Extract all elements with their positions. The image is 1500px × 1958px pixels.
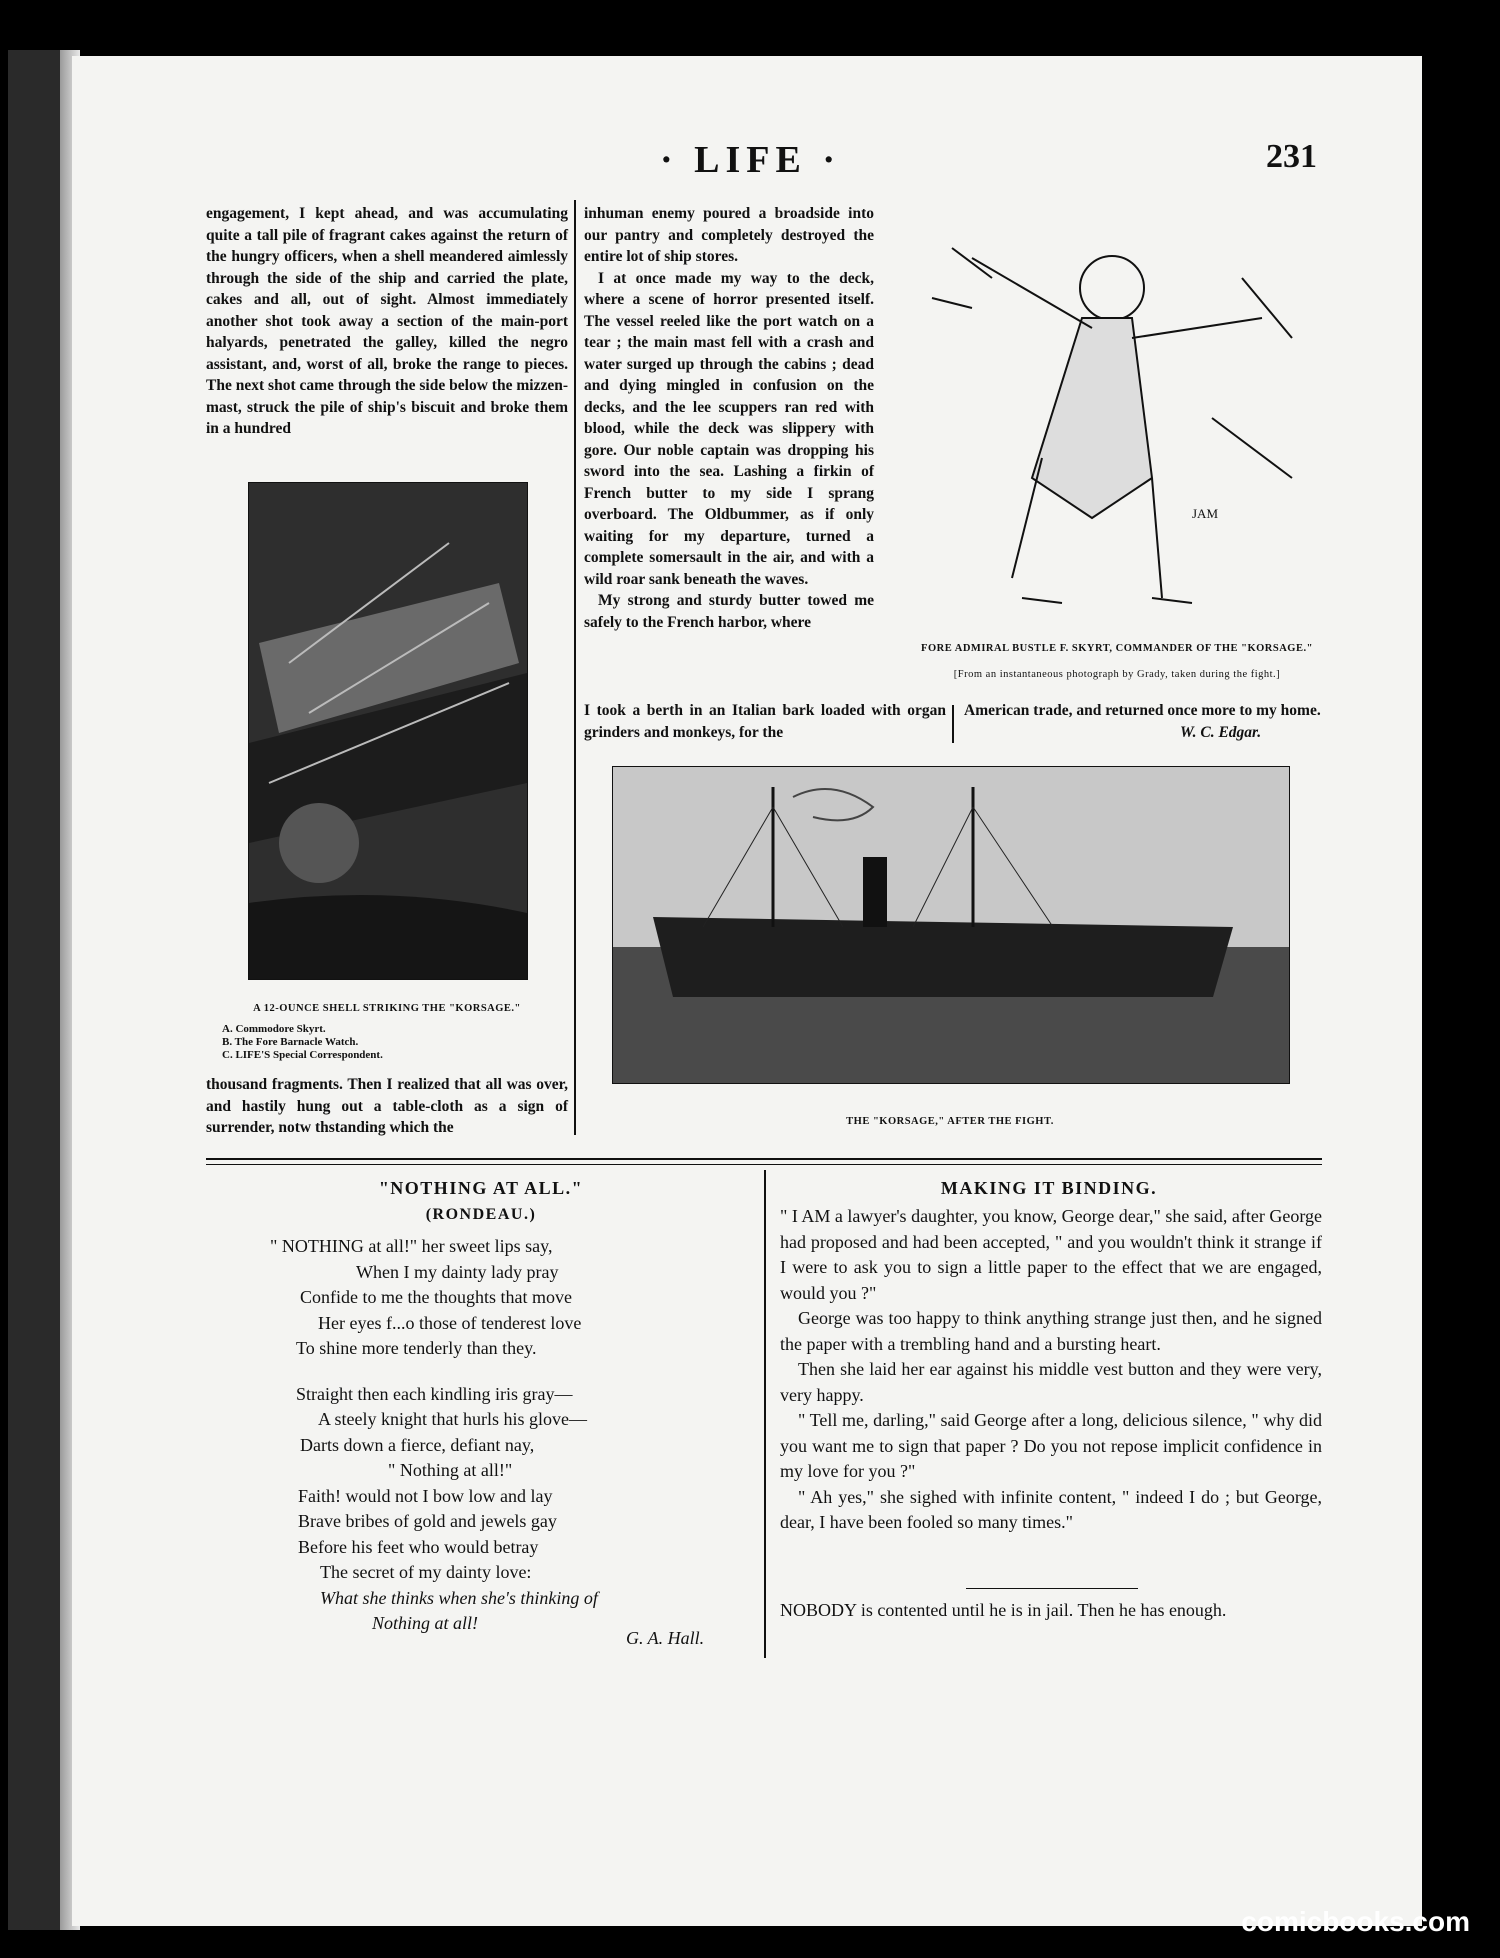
poem-line: Darts down a fierce, defiant nay, — [300, 1434, 535, 1455]
poem-line: Straight then each kindling iris gray— — [296, 1383, 573, 1404]
span-right-text: American trade, and returned once more to my home. — [964, 702, 1321, 719]
poem-author: G. A. Hall. — [626, 1628, 705, 1648]
book-spine — [8, 50, 68, 1930]
poem-line: A steely knight that hurls his glove— — [318, 1409, 587, 1429]
poem-line: " Nothing at all!" — [388, 1460, 513, 1480]
poem-line: When I my dainty lady pray — [356, 1261, 559, 1282]
poem-title: "NOTHING AT ALL." — [378, 1178, 584, 1198]
poem-line: Brave bribes of gold and jewels gay — [298, 1511, 557, 1531]
col2-text: inhuman enemy poured a broadside into our pantry and completely destroyed the entire lot of ship stores. I at once made my way to the deck, where a scene of horror presented itself. The vessel reeled like the port watch on a tear ; the main mast fell with a crash and water surged up through the cabins ; dead and dying mingled in confusion on the decks, and the lee scuppers ran red with blood, while the deck was slippery with gore. Our noble captain was dropping his sword into the sea. Lashing a firkin of French butter to my side I sprang overboard. The Oldbummer, as if only waiting for my departure, turned a complete somersault in the air, and with a wild roar sank beneath the waves. My strong and sturdy butter towed me safely to the French harbor, where — [584, 205, 874, 631]
story-paragraph: " I AM a lawyer's daughter, you know, George dear," she said, after George had proposed and had been accepted, " and you wouldn't think it strange if I were to ask you to sign a little paper to the effect that we are engaged, would you ?" — [780, 1206, 1322, 1303]
poem-line: The secret of my dainty love: — [320, 1562, 532, 1582]
story-paragraph: " Ah yes," she sighed with infinite content, " indeed I do ; but George, dear, I have been fooled so many times." — [780, 1486, 1322, 1532]
edgar-signature: W. C. Edgar. — [1180, 724, 1262, 741]
section-divider — [206, 1158, 1322, 1160]
admiral-illustration — [912, 218, 1322, 628]
poem-stanza-break — [270, 1362, 740, 1382]
column-rule — [574, 200, 576, 1135]
poem-line: What she thinks when she's thinking of — [320, 1587, 598, 1608]
ship-caption: THE "KORSAGE," AFTER THE FIGHT. — [846, 1116, 1054, 1127]
shell-legend — [222, 1023, 522, 1062]
section-divider — [206, 1164, 1322, 1165]
story-paragraph: George was too happy to think anything strange just then, and he signed the paper with a trembling hand and a bursting heart. — [780, 1308, 1322, 1354]
poem-line: " NOTHING at all!" her sweet lips say, — [270, 1236, 553, 1256]
story-title: MAKING IT BINDING. — [940, 1178, 1158, 1198]
col1-bottom-text: thousand fragments. Then I realized that all was over, and hastily hung out a table-cloth as a sign of surrender, notw thstanding which the — [206, 1076, 568, 1136]
legend-item: B. The Fore Barnacle Watch. — [222, 1036, 359, 1048]
story-paragraph: " Tell me, darling," said George after a long, delicious silence, " why did you want me to sign that paper ? Do you not repose implicit confidence in my love for you ?" — [780, 1410, 1322, 1481]
poem-line: Faith! would not I bow low and lay — [298, 1485, 553, 1506]
magazine-title: · LIFE · — [660, 139, 842, 181]
span-rule — [952, 705, 954, 743]
poem-line: Nothing at all! — [372, 1613, 479, 1633]
poem-line: Her eyes f...o those of tenderest love — [318, 1312, 582, 1333]
page-number: 231 — [1266, 138, 1317, 175]
shell-illustration — [248, 482, 528, 980]
legend-item: A. Commodore Skyrt. — [222, 1023, 326, 1035]
poem-line: To shine more tenderly than they. — [296, 1338, 537, 1358]
story-body — [780, 1204, 1322, 1536]
legend-item: C. LIFE'S Special Correspondent. — [222, 1049, 383, 1061]
watermark: comicbooks.com — [1241, 1906, 1470, 1937]
nobody-paragraph: NOBODY is contented until he is in jail. Then he has enough. — [780, 1600, 1227, 1620]
admiral-subcaption: [From an instantaneous photograph by Grady, taken during the fight.] — [953, 669, 1281, 680]
col1-top-text: engagement, I kept ahead, and was accumulating quite a tall pile of fragrant cakes against the return of the hungry officers, when a shell meandered aimlessly through the side of the ship and carried the plate, cakes and all, out of sight. Almost immediately another shot took away a section of the main-port halyards, penetrated the galley, killed the negro assistant, and, worst of all, broke the range to pieces. The next shot came through the side below the mizzen-mast, struck the pile of ship's biscuit and broke them in a hundred — [206, 205, 568, 437]
story-paragraph: Then she laid her ear against his middle vest button and they were very, very happy. — [780, 1359, 1322, 1405]
column-rule — [764, 1170, 766, 1658]
poem-subtitle: (RONDEAU.) — [425, 1206, 537, 1223]
shell-caption: A 12-OUNCE SHELL STRIKING THE "KORSAGE." — [253, 1003, 521, 1014]
story-divider — [966, 1588, 1138, 1589]
artist-signature: JAM — [1192, 506, 1219, 521]
span-left-text: I took a berth in an Italian bark loaded with organ grinders and monkeys, for the — [584, 702, 946, 741]
poem-line: Before his feet who would betray — [298, 1536, 539, 1557]
poem-line: Confide to me the thoughts that move — [300, 1287, 572, 1307]
ship-illustration — [612, 766, 1290, 1084]
admiral-caption: FORE ADMIRAL BUSTLE F. SKYRT, COMMANDER OF THE "KORSAGE." — [921, 643, 1313, 654]
poem-body — [270, 1234, 740, 1637]
